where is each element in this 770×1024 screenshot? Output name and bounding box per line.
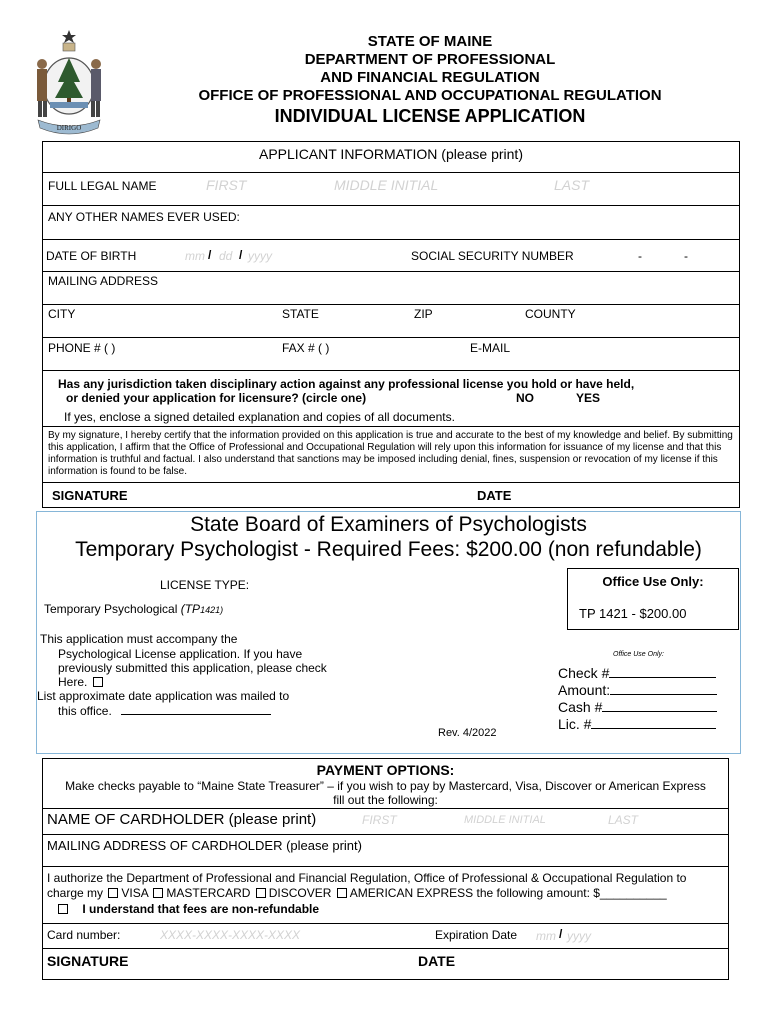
- exp-month-field[interactable]: mm: [536, 929, 556, 943]
- accompany-line-3: previously submitted this application, please check: [58, 661, 327, 675]
- answer-yes[interactable]: YES: [576, 391, 601, 405]
- cardholder-first-field[interactable]: FIRST: [362, 813, 397, 827]
- ssn-label: SOCIAL SECURITY NUMBER: [411, 249, 574, 263]
- mastercard-checkbox[interactable]: [153, 888, 163, 898]
- exp-year-field[interactable]: yyyy: [567, 929, 591, 943]
- lic-label: Lic. #: [558, 716, 592, 732]
- cash-number-field[interactable]: [602, 711, 717, 712]
- page-title: INDIVIDUAL LICENSE APPLICATION: [274, 106, 586, 126]
- ssn-field[interactable]: [590, 244, 730, 264]
- license-code-number: 1421): [200, 605, 224, 615]
- amex-checkbox[interactable]: [337, 888, 347, 898]
- first-name-field[interactable]: FIRST: [206, 177, 247, 193]
- card-number-field[interactable]: XXXX-XXXX-XXXX-XXXX: [160, 928, 301, 942]
- cardholder-middle-field[interactable]: MIDDLE INITIAL: [464, 814, 546, 826]
- check-number-field[interactable]: [609, 677, 716, 678]
- header-state: STATE OF MAINE: [367, 33, 493, 50]
- middle-initial-field[interactable]: MIDDLE INITIAL: [334, 177, 439, 193]
- license-code: (TP: [180, 602, 201, 616]
- payment-signature-label: SIGNATURE: [47, 953, 129, 969]
- license-type-value: [44, 602, 223, 616]
- ssn-dash: -: [638, 249, 642, 263]
- answer-no[interactable]: NO: [516, 391, 534, 405]
- last-name-field[interactable]: LAST: [554, 177, 590, 193]
- header-office: OFFICE OF PROFESSIONAL AND OCCUPATIONAL REGULATION: [198, 87, 662, 104]
- signature-label: SIGNATURE: [52, 488, 128, 503]
- fees-title: Temporary Psychologist - Required Fees: $200.00 (non refundable): [75, 538, 702, 561]
- charge-my-text: charge my: [47, 886, 104, 900]
- fax-label: FAX # ( ): [282, 341, 330, 355]
- license-type-label: LICENSE TYPE:: [160, 578, 250, 592]
- approx-date-line-2: [58, 704, 271, 718]
- discover-label: DISCOVER: [268, 886, 332, 900]
- dob-slash: /: [208, 248, 212, 262]
- non-refundable-text: I understand that fees are non-refundable: [82, 902, 320, 916]
- board-title: State Board of Examiners of Psychologists: [190, 513, 587, 536]
- full-name-label: FULL LEGAL NAME: [48, 179, 157, 193]
- here-text: Here.: [58, 675, 88, 689]
- office-use-value: TP 1421 - $200.00: [579, 606, 687, 621]
- visa-label: VISA: [121, 886, 149, 900]
- header-department-2: AND FINANCIAL REGULATION: [320, 69, 540, 86]
- date-label: DATE: [477, 488, 512, 503]
- accompany-line-2: Psychological License application. If you have: [58, 647, 303, 661]
- dob-day-field[interactable]: dd: [219, 249, 233, 263]
- ssn-dash: -: [684, 249, 688, 263]
- mailing-address-label: MAILING ADDRESS: [48, 274, 159, 288]
- seal-banner-text: DIRIGO: [56, 124, 82, 132]
- payment-date-label: DATE: [418, 953, 456, 969]
- this-office-text: this office.: [58, 704, 112, 718]
- payment-instructions-2: fill out the following:: [333, 793, 438, 807]
- charge-amount-field[interactable]: the following amount: $__________: [476, 886, 667, 900]
- approx-date-line-1: List approximate date application was mailed to: [37, 689, 290, 703]
- cardholder-address-field[interactable]: [390, 836, 725, 862]
- cardholder-last-field[interactable]: LAST: [608, 813, 639, 827]
- license-type-text: Temporary Psychological: [44, 602, 178, 616]
- exp-slash: /: [559, 927, 563, 941]
- amex-label: AMERICAN EXPRESS: [349, 886, 474, 900]
- payment-heading: PAYMENT OPTIONS:: [316, 762, 455, 778]
- amount-label: Amount:: [558, 682, 611, 698]
- cardholder-name-label: NAME OF CARDHOLDER (please print): [47, 811, 317, 828]
- email-label: E-MAIL: [470, 341, 511, 355]
- amount-field[interactable]: [610, 694, 717, 695]
- other-names-field[interactable]: [260, 208, 730, 228]
- check-label: Check #: [558, 665, 610, 681]
- payment-instructions: Make checks payable to “Maine State Treasurer” – if you wish to pay by Mastercard, Visa, Discover or American Express: [65, 779, 706, 793]
- cash-label: Cash #: [558, 699, 603, 715]
- non-refundable-checkbox[interactable]: [58, 904, 68, 914]
- authorize-text: I authorize the Department of Professional and Financial Regulation, Office of Professional & Occupational Regulation to: [47, 871, 687, 885]
- previously-submitted-checkbox[interactable]: [93, 677, 103, 687]
- header-department: DEPARTMENT OF PROFESSIONAL: [304, 51, 556, 68]
- approx-date-field[interactable]: [121, 714, 271, 715]
- phone-label: PHONE # ( ): [48, 341, 116, 355]
- mastercard-label: MASTERCARD: [166, 886, 251, 900]
- accompany-line-1: This application must accompany the: [40, 632, 238, 646]
- non-refundable-line: [56, 902, 319, 916]
- mailing-address-field[interactable]: [170, 274, 730, 296]
- office-use-small: Office Use Only:: [613, 651, 664, 658]
- charge-line: [47, 886, 667, 900]
- certification-text: By my signature, I hereby certify that the information provided on this application is true and accurate to the best of my knowledge and belief. By submitting this application, I affirm that the Office of Professional and Occupational Regulation will rely upon this information for issuance of my license and that this information is truthful and factual. I also understand that sanctions may be imposed including denial, fines, suspension or revocation of my license if this information is found to be false.: [48, 430, 733, 477]
- state-label: STATE: [282, 307, 319, 321]
- state-seal-logo: [30, 24, 108, 136]
- amount-row: [558, 682, 717, 698]
- discipline-question: Has any jurisdiction taken disciplinary action against any professional license you hold or have held,: [58, 377, 635, 391]
- discipline-question-2: or denied your application for licensure? (circle one): [66, 391, 367, 405]
- check-number-row: [558, 665, 716, 681]
- zip-label: ZIP: [414, 307, 433, 321]
- discipline-note: If yes, enclose a signed detailed explanation and copies of all documents.: [64, 410, 455, 424]
- visa-checkbox[interactable]: [108, 888, 118, 898]
- city-label: CITY: [48, 307, 76, 321]
- dob-month-field[interactable]: mm: [185, 249, 205, 263]
- license-number-field[interactable]: [591, 728, 716, 729]
- dob-label: DATE OF BIRTH: [46, 249, 137, 263]
- license-number-row: [558, 716, 716, 732]
- cash-number-row: [558, 699, 717, 715]
- other-names-label: ANY OTHER NAMES EVER USED:: [48, 210, 240, 224]
- expiration-label: Expiration Date: [435, 928, 518, 942]
- office-use-heading: Office Use Only:: [602, 574, 704, 589]
- dob-slash: /: [239, 248, 243, 262]
- dob-year-field[interactable]: yyyy: [248, 249, 272, 263]
- revision-date: Rev. 4/2022: [438, 727, 497, 739]
- county-label: COUNTY: [525, 307, 576, 321]
- accompany-line-4: [58, 675, 106, 689]
- card-number-label: Card number:: [47, 928, 121, 942]
- cardholder-address-label: MAILING ADDRESS OF CARDHOLDER (please print): [47, 838, 362, 853]
- applicant-heading: APPLICANT INFORMATION (please print): [259, 146, 523, 162]
- discover-checkbox[interactable]: [256, 888, 266, 898]
